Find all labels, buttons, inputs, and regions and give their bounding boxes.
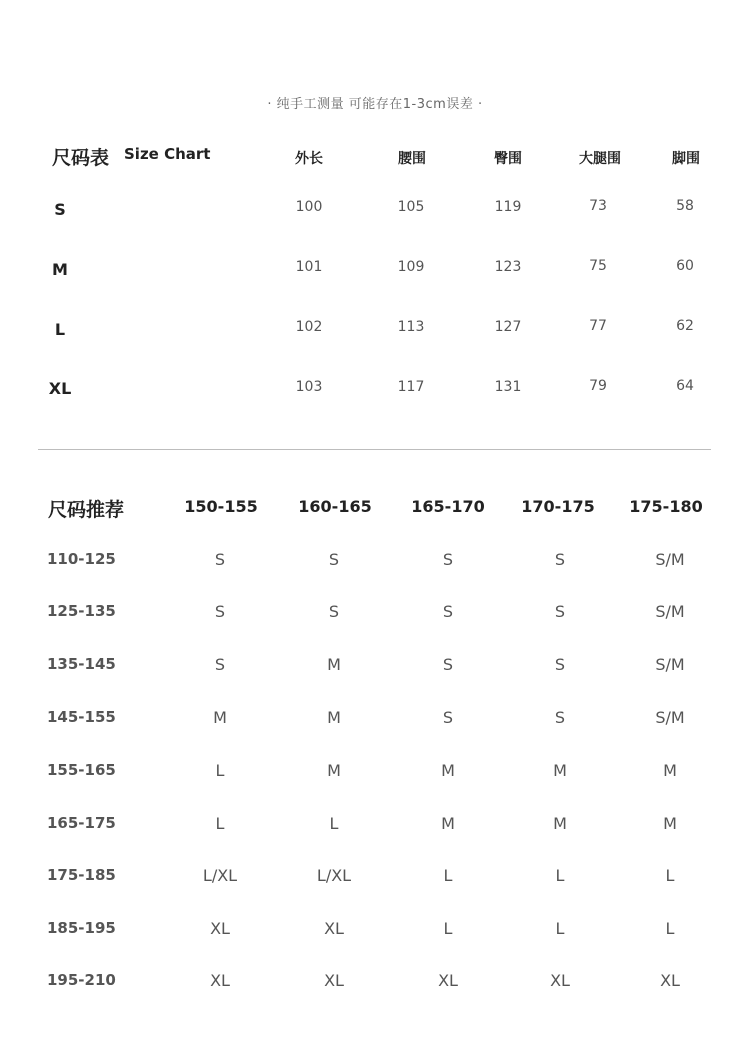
table-cell: S xyxy=(554,602,566,621)
table-cell: M xyxy=(663,814,677,833)
table-cell: S xyxy=(214,602,226,621)
table-cell: XL xyxy=(660,971,680,990)
size-label: S xyxy=(54,200,66,219)
column-header: 175-180 xyxy=(629,497,703,516)
table-cell: XL xyxy=(438,971,458,990)
table-cell: S xyxy=(442,708,454,727)
table-cell: M xyxy=(327,708,341,727)
table-cell: 62 xyxy=(676,318,694,334)
row-label: 110-125 xyxy=(47,550,116,568)
table-cell: M xyxy=(327,655,341,674)
measurement-note: · 纯手工测量 可能存在1-3cm误差 · xyxy=(267,97,483,112)
column-header: 170-175 xyxy=(521,497,595,516)
column-header-hip: 臀围 xyxy=(494,151,522,167)
table-cell: L/XL xyxy=(316,866,352,885)
table-cell: 75 xyxy=(589,258,607,274)
table-cell: XL xyxy=(210,971,230,990)
recommendation-title: 尺码推荐 xyxy=(48,499,125,521)
table-cell: S xyxy=(554,708,566,727)
size-chart-title: 尺码表 xyxy=(52,147,110,169)
table-cell: 60 xyxy=(676,258,694,274)
table-cell: L xyxy=(443,866,453,885)
table-cell: S xyxy=(214,550,226,569)
table-cell: 102 xyxy=(295,319,323,335)
column-header-thigh: 大腿围 xyxy=(579,151,621,167)
section-divider xyxy=(38,449,711,450)
table-cell: M xyxy=(441,761,455,780)
table-cell: M xyxy=(663,761,677,780)
row-label: 145-155 xyxy=(47,708,116,726)
row-label: 195-210 xyxy=(47,971,116,989)
table-cell: S xyxy=(442,602,454,621)
table-cell: S/M xyxy=(655,550,685,569)
table-cell: L xyxy=(555,866,565,885)
table-cell: 73 xyxy=(589,198,607,214)
table-cell: M xyxy=(213,708,227,727)
column-header: 160-165 xyxy=(298,497,372,516)
table-cell: S xyxy=(328,550,340,569)
row-label: 175-185 xyxy=(47,866,116,884)
table-cell: S/M xyxy=(655,602,685,621)
table-cell: L xyxy=(665,919,675,938)
size-label: XL xyxy=(48,379,72,398)
row-label: 125-135 xyxy=(47,602,116,620)
table-cell: 103 xyxy=(295,379,323,395)
size-label: L xyxy=(54,320,66,339)
table-cell: L xyxy=(215,814,225,833)
table-cell: 131 xyxy=(494,379,522,395)
table-cell: 100 xyxy=(295,199,323,215)
table-cell: 127 xyxy=(494,319,522,335)
table-cell: S xyxy=(328,602,340,621)
table-cell: M xyxy=(441,814,455,833)
table-cell: 101 xyxy=(295,259,323,275)
row-label: 165-175 xyxy=(47,814,116,832)
table-cell: 58 xyxy=(676,198,694,214)
table-cell: S xyxy=(554,550,566,569)
table-cell: 113 xyxy=(397,319,425,335)
column-header-waist: 腰围 xyxy=(398,151,426,167)
table-cell: XL xyxy=(324,971,344,990)
table-cell: XL xyxy=(550,971,570,990)
row-label: 135-145 xyxy=(47,655,116,673)
table-cell: M xyxy=(553,761,567,780)
row-label: 185-195 xyxy=(47,919,116,937)
row-label: 155-165 xyxy=(47,761,116,779)
table-cell: L xyxy=(555,919,565,938)
table-cell: M xyxy=(327,761,341,780)
table-cell: S/M xyxy=(655,655,685,674)
table-cell: S xyxy=(214,655,226,674)
table-cell: S xyxy=(442,655,454,674)
table-cell: 105 xyxy=(397,199,425,215)
table-cell: L xyxy=(443,919,453,938)
table-cell: S/M xyxy=(655,708,685,727)
table-cell: 119 xyxy=(494,199,522,215)
table-cell: L xyxy=(329,814,339,833)
table-cell: L xyxy=(215,761,225,780)
table-cell: 79 xyxy=(589,378,607,394)
column-header-leg-opening: 脚围 xyxy=(672,151,700,167)
table-cell: M xyxy=(553,814,567,833)
table-cell: 64 xyxy=(676,378,694,394)
column-header-length: 外长 xyxy=(295,151,323,167)
size-label: M xyxy=(52,260,68,279)
table-cell: 123 xyxy=(494,259,522,275)
table-cell: S xyxy=(554,655,566,674)
size-chart-subtitle: Size Chart xyxy=(124,145,211,163)
table-cell: L xyxy=(665,866,675,885)
column-header: 165-170 xyxy=(411,497,485,516)
table-cell: XL xyxy=(210,919,230,938)
table-cell: L/XL xyxy=(202,866,238,885)
table-cell: 117 xyxy=(397,379,425,395)
table-cell: 77 xyxy=(589,318,607,334)
table-cell: XL xyxy=(324,919,344,938)
table-cell: 109 xyxy=(397,259,425,275)
column-header: 150-155 xyxy=(184,497,258,516)
table-cell: S xyxy=(442,550,454,569)
